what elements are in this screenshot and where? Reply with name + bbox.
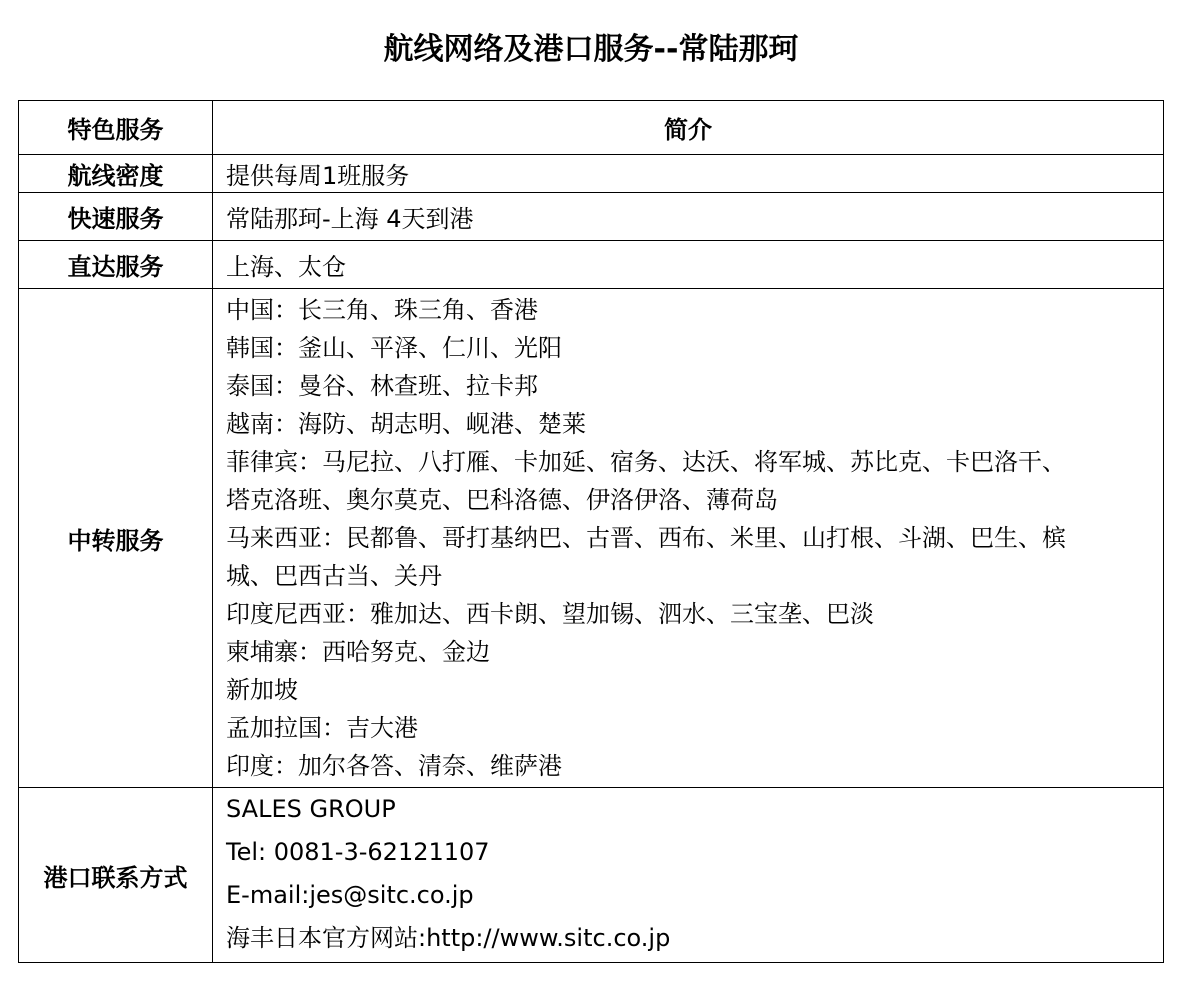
direct-value: 上海、太仓	[213, 241, 1164, 289]
contact-email: E-mail:jes@sitc.co.jp	[226, 881, 474, 909]
contact-group: SALES GROUP	[226, 795, 396, 823]
express-label: 快速服务	[19, 193, 213, 241]
table-row	[19, 788, 1164, 963]
transshipment-line-india: 印度：加尔各答、清奈、维萨港	[226, 752, 562, 780]
transshipment-line-singapore: 新加坡	[226, 676, 298, 704]
port-contact-value	[213, 788, 1164, 963]
transshipment-line-vietnam: 越南：海防、胡志明、岘港、楚莱	[226, 410, 586, 438]
express-value: 常陆那珂-上海 4天到港	[213, 193, 1164, 241]
table-header-row	[19, 101, 1164, 155]
transshipment-line-bangladesh: 孟加拉国：吉大港	[226, 714, 418, 742]
table-row	[19, 289, 1164, 788]
contact-website: 海丰日本官方网站:http://www.sitc.co.jp	[226, 924, 671, 952]
transshipment-line-china: 中国：长三角、珠三角、香港	[226, 296, 538, 324]
transshipment-line-cambodia: 柬埔寨：西哈努克、金边	[226, 638, 490, 666]
route-density-label: 航线密度	[19, 155, 213, 193]
direct-label: 直达服务	[19, 241, 213, 289]
transshipment-line-philippines-cont: 塔克洛班、奥尔莫克、巴科洛德、伊洛伊洛、薄荷岛	[226, 486, 778, 514]
page-title: 航线网络及港口服务--常陆那珂	[383, 32, 799, 67]
transshipment-line-indonesia: 印度尼西亚：雅加达、西卡朗、望加锡、泗水、三宝垄、巴淡	[226, 600, 874, 628]
port-contact-label: 港口联系方式	[19, 788, 213, 963]
transshipment-label: 中转服务	[19, 289, 213, 788]
transshipment-line-philippines: 菲律宾：马尼拉、八打雁、卡加延、宿务、达沃、将军城、苏比克、卡巴洛干、	[226, 448, 1066, 476]
transshipment-line-thailand: 泰国：曼谷、林查班、拉卡邦	[226, 372, 538, 400]
table-row	[19, 193, 1164, 241]
table-row	[19, 155, 1164, 193]
transshipment-line-malaysia-cont: 城、巴西古当、关丹	[226, 562, 442, 590]
table-row	[19, 241, 1164, 289]
transshipment-line-malaysia: 马来西亚：民都鲁、哥打基纳巴、古晋、西布、米里、山打根、斗湖、巴生、槟	[226, 524, 1066, 552]
contact-tel: Tel: 0081-3-62121107	[226, 838, 490, 866]
header-feature-cell: 特色服务	[19, 101, 213, 155]
header-intro-cell: 简介	[213, 101, 1164, 155]
service-table	[18, 100, 1164, 963]
transshipment-line-korea: 韩国：釜山、平泽、仁川、光阳	[226, 334, 562, 362]
transshipment-value	[213, 289, 1164, 788]
route-density-value: 提供每周1班服务	[213, 155, 1164, 193]
